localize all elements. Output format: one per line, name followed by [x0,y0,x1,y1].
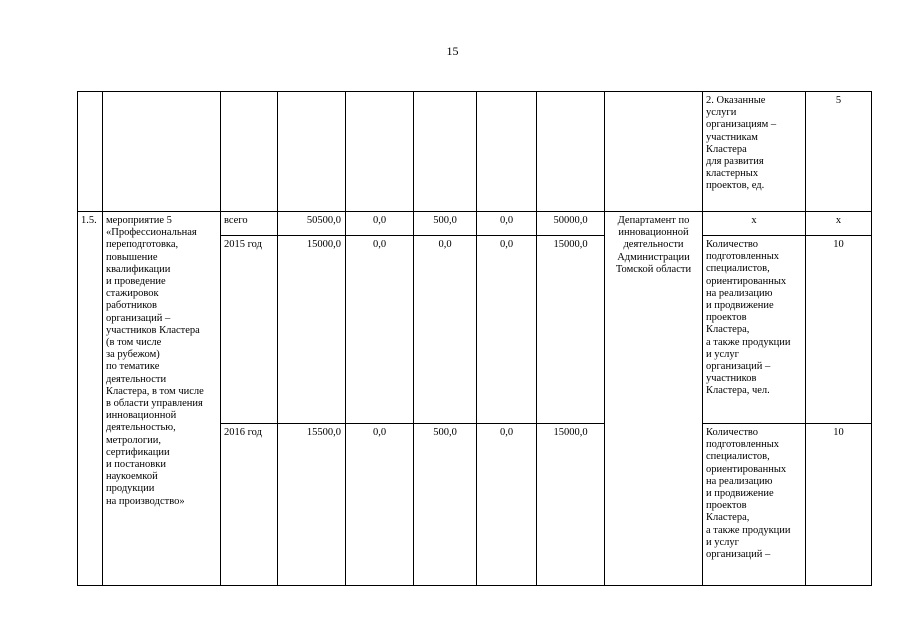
cell-v2 [414,92,477,212]
cell-indicator: Количество подготовленных специалистов, ориентированных на реализацию и продвижение проектов Кластера, а также продукции и услуг организаций – участников Кластера, чел. [703,236,806,424]
cell-v1: 0,0 [346,236,414,424]
cell-v3: 0,0 [477,212,537,236]
cell-executor [605,92,703,212]
cell-name [103,92,221,212]
cell-period [221,92,278,212]
table-row [78,92,872,212]
program-table [77,91,872,586]
cell-v1: 0,0 [346,212,414,236]
cell-number [78,92,103,212]
cell-v3: 0,0 [477,236,537,424]
cell-v4: 50000,0 [537,212,605,236]
cell-indicator: Количество подготовленных специалистов, ориентированных на реализацию и продвижение проектов Кластера, а также продукции и услуг организаций – [703,424,806,586]
cell-v3 [477,92,537,212]
cell-period: всего [221,212,278,236]
cell-v3: 0,0 [477,424,537,586]
cell-value: 10 [806,236,872,424]
cell-total: 15500,0 [278,424,346,586]
cell-v4 [537,92,605,212]
cell-indicator: х [703,212,806,236]
measure-name: мероприятие 5 «Профессиональная переподготовка, повышение квалификации и проведение стажировок работников организаций – участников Кластера (в том числе за рубежом) по тематике деятельности Кластера, в том числе в области управления инновационной деятельностью, метрологии, сертификации и постановки наукоемкой продукции на производство» [103,212,221,586]
cell-v4: 15000,0 [537,424,605,586]
cell-total [278,92,346,212]
page-number: 15 [446,44,459,58]
cell-value: 10 [806,424,872,586]
cell-v1: 0,0 [346,424,414,586]
cell-value: 5 [806,92,872,212]
table-row [78,212,872,236]
cell-total: 50500,0 [278,212,346,236]
cell-value: х [806,212,872,236]
measure-number: 1.5. [78,212,103,586]
cell-period: 2016 год [221,424,278,586]
cell-v4: 15000,0 [537,236,605,424]
cell-v2: 500,0 [414,212,477,236]
cell-v2: 500,0 [414,424,477,586]
cell-indicator: 2. Оказанные услуги организациям – участникам Кластера для развития кластерных проектов, ед. [703,92,806,212]
cell-total: 15000,0 [278,236,346,424]
cell-period: 2015 год [221,236,278,424]
cell-v2: 0,0 [414,236,477,424]
cell-v1 [346,92,414,212]
measure-executor: Департамент по инновационной деятельности Администрации Томской области [605,212,703,586]
